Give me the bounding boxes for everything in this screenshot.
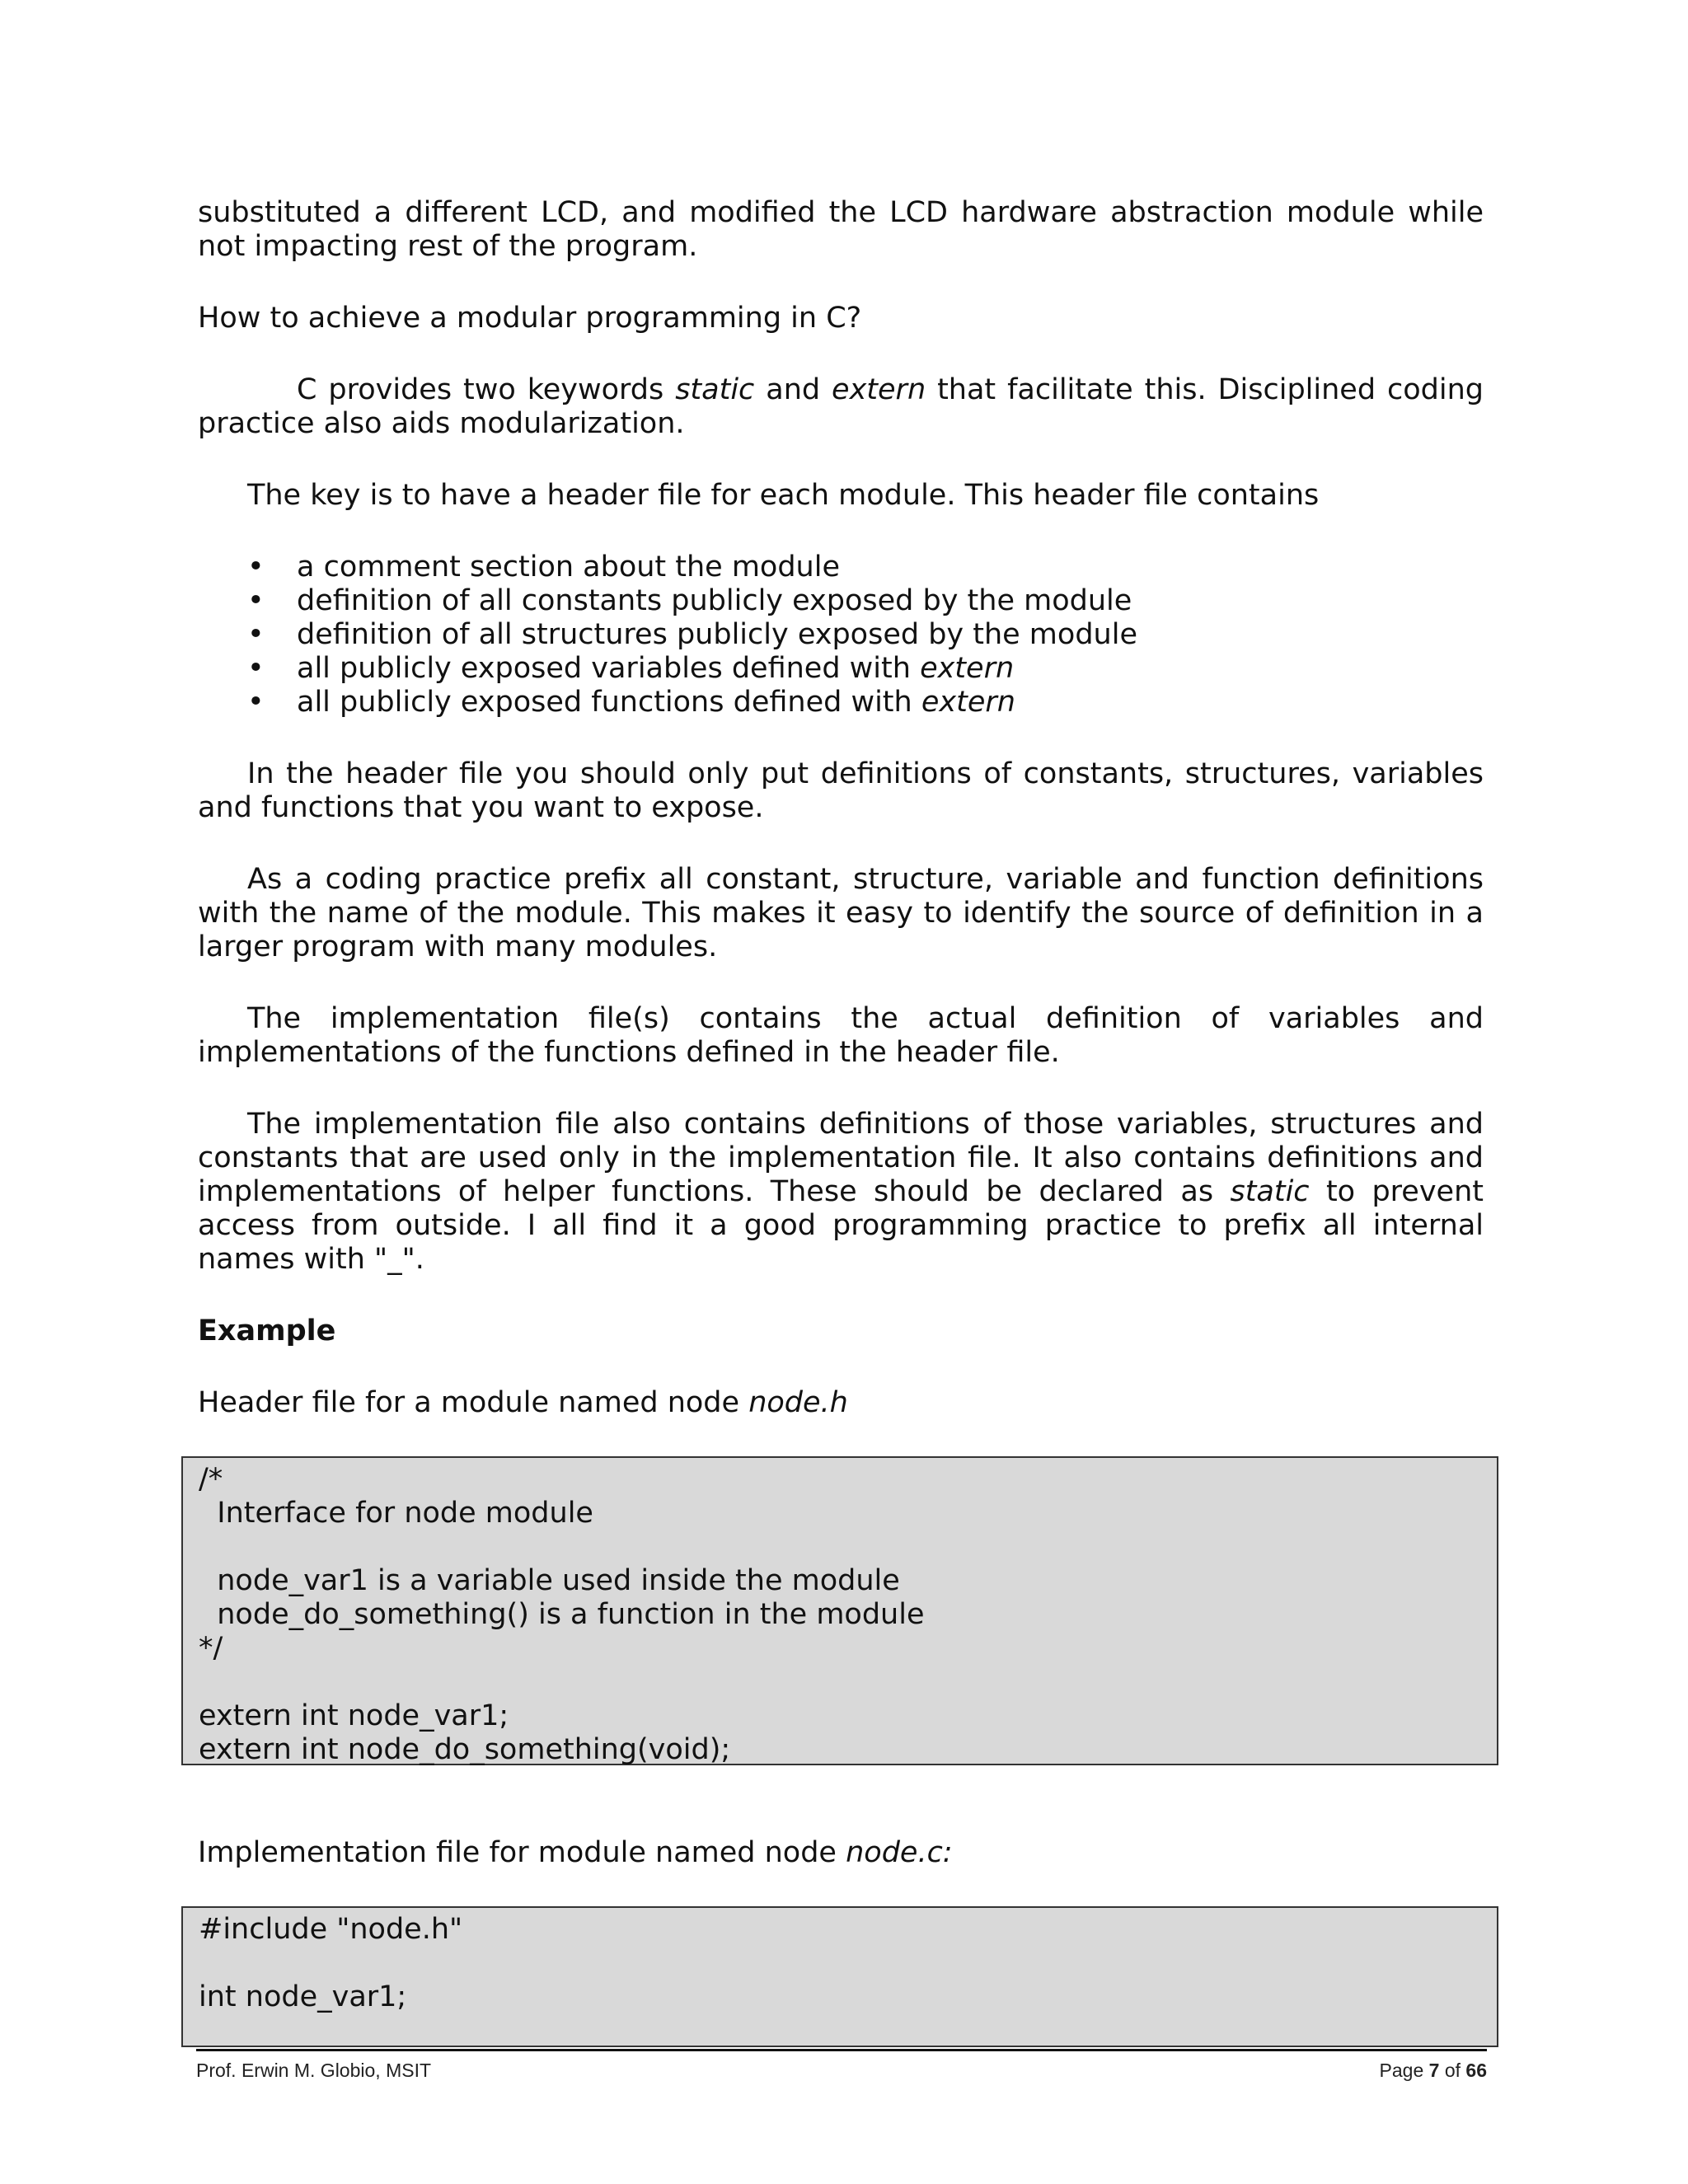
code-line: int node_var1; bbox=[199, 1980, 407, 2013]
keyword-extern: extern bbox=[832, 373, 926, 406]
paragraph: As a coding practice prefix all constant, structure, variable and function definitions with the name of the module. This makes it easy to identify the source of definition in a larger program with many modules. bbox=[198, 863, 1484, 963]
header-contents-list bbox=[198, 551, 1484, 719]
text-run: Implementation file for module named node bbox=[198, 1836, 846, 1869]
footer-author: Prof. Erwin M. Globio, MSIT bbox=[196, 2060, 432, 2081]
text-run: to prevent access from outside. I all find it a good programming practice to prefix all internal names with "_". bbox=[198, 1175, 1484, 1276]
text-run: The implementation file also contains definitions of those variables, structures and constants that are used only in the implementation file. It also contains definitions and implementations of helper functions. These should be declared as bbox=[198, 1108, 1484, 1208]
code-line bbox=[199, 1530, 1497, 1564]
code-line bbox=[199, 1666, 1497, 1699]
keyword-static: static bbox=[1230, 1175, 1310, 1208]
impl-code-block bbox=[181, 1906, 1498, 2047]
bullet-icon: • bbox=[247, 551, 265, 583]
code-line bbox=[199, 1947, 1497, 1980]
paragraph: The key is to have a header file for each module. This header file contains bbox=[247, 479, 1320, 512]
keyword-extern: extern bbox=[920, 652, 1015, 685]
text-run: and bbox=[754, 373, 832, 406]
header-code-block bbox=[181, 1456, 1498, 1765]
paragraph: In the header file you should only put definitions of constants, structures, variables and functions that you want to expose. bbox=[198, 757, 1484, 824]
paragraph bbox=[198, 373, 1484, 441]
section-heading: Example bbox=[198, 1315, 336, 1347]
spacer bbox=[198, 1803, 1484, 1836]
paragraph bbox=[198, 1108, 1484, 1277]
document-body bbox=[198, 196, 1484, 2085]
header-file-caption bbox=[198, 1386, 1484, 1420]
list-item-text: definition of all constants publicly exposed by the module bbox=[297, 584, 1132, 617]
filename: node.h bbox=[748, 1386, 848, 1419]
page-number bbox=[1380, 2060, 1487, 2082]
list-item bbox=[247, 686, 1484, 719]
code-line: Interface for node module bbox=[199, 1497, 593, 1530]
filename: node.c: bbox=[846, 1836, 953, 1869]
code-line: node_do_something() is a function in the module bbox=[199, 1598, 925, 1631]
code-line: extern int node_var1; bbox=[199, 1699, 509, 1732]
list-item bbox=[247, 618, 1484, 652]
code-line: */ bbox=[199, 1632, 223, 1665]
page-total: 66 bbox=[1465, 2060, 1487, 2081]
bullet-icon: • bbox=[247, 584, 265, 617]
list-item bbox=[247, 551, 1484, 584]
list-item bbox=[247, 584, 1484, 618]
bullet-icon: • bbox=[247, 618, 265, 651]
code-line: /* bbox=[199, 1463, 223, 1496]
page-of: of bbox=[1439, 2060, 1466, 2081]
text-run: Header file for a module named node bbox=[198, 1386, 749, 1419]
bullet-icon: • bbox=[247, 652, 265, 685]
keyword-static: static bbox=[675, 373, 755, 406]
bullet-icon: • bbox=[247, 686, 265, 719]
list-item-text: all publicly exposed functions defined with bbox=[297, 686, 921, 719]
list-item-text: all publicly exposed variables defined with bbox=[297, 652, 921, 685]
paragraph: substituted a different LCD, and modified the LCD hardware abstraction module while not impacting rest of the program. bbox=[198, 196, 1484, 263]
page-label: Page bbox=[1379, 2060, 1429, 2081]
code-line: #include "node.h" bbox=[199, 1913, 463, 1946]
impl-file-caption bbox=[198, 1836, 1484, 1870]
code-line: extern int node_do_something(void); bbox=[199, 1733, 731, 1766]
paragraph: The implementation file(s) contains the actual definition of variables and implementations of the functions defined in the header file. bbox=[198, 1002, 1484, 1069]
question-paragraph: How to achieve a modular programming in C? bbox=[198, 302, 862, 335]
text-run: C provides two keywords bbox=[297, 373, 676, 406]
list-item bbox=[247, 652, 1484, 686]
list-item-text: definition of all structures publicly exposed by the module bbox=[297, 618, 1137, 651]
text-run: that facilitate this. Disciplined coding practice also aids modularization. bbox=[198, 373, 1484, 440]
code-line: node_var1 is a variable used inside the module bbox=[199, 1564, 900, 1597]
keyword-extern: extern bbox=[921, 686, 1015, 719]
list-item-text: a comment section about the module bbox=[297, 551, 841, 583]
page-footer bbox=[196, 2049, 1487, 2082]
page-current: 7 bbox=[1428, 2060, 1440, 2081]
